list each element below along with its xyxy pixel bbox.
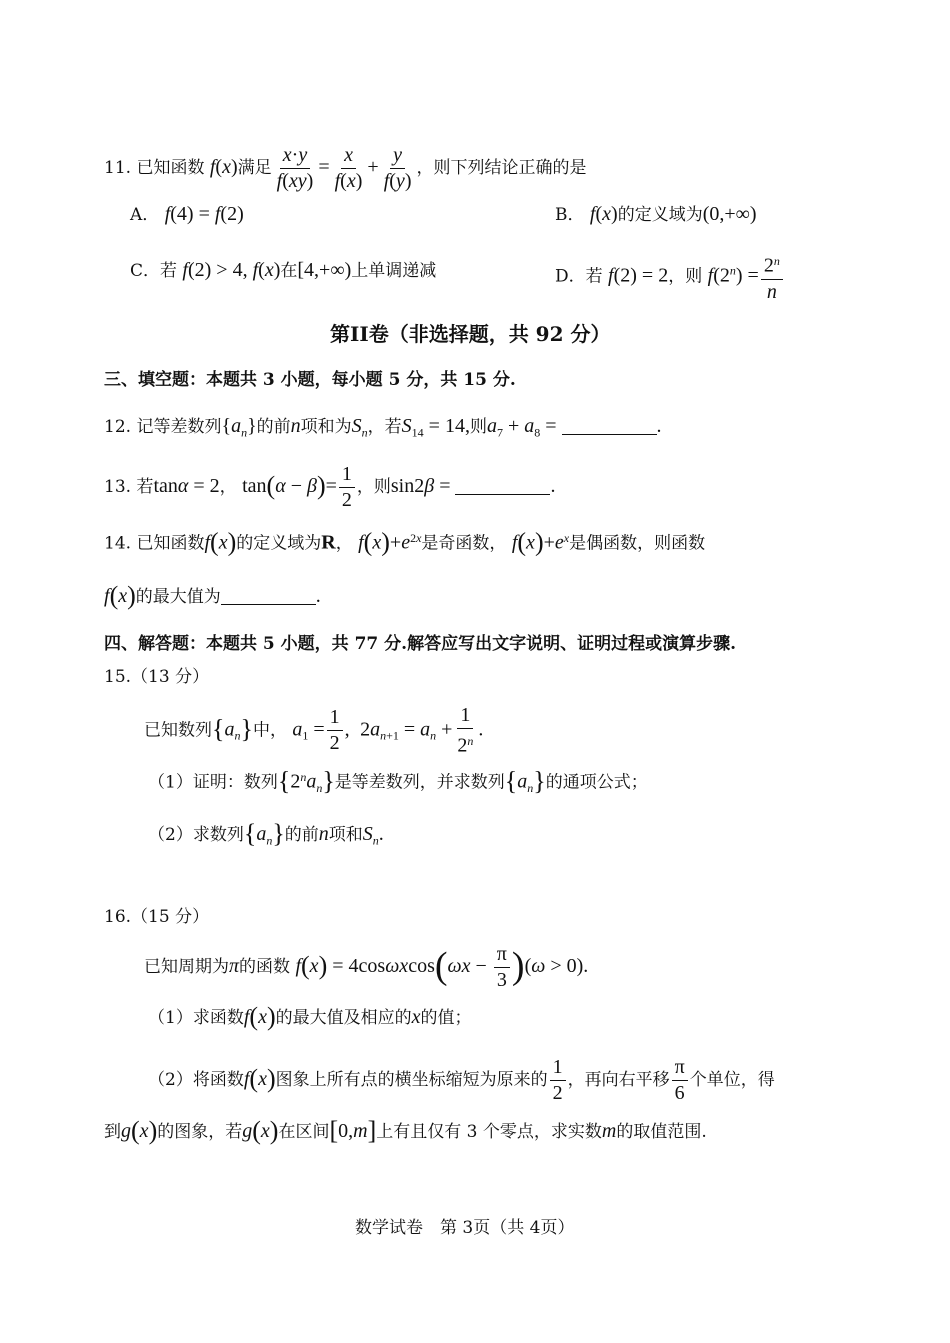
q16-stem: 已知周期为π的函数 f(x) = 4cosωxcos(ωx − $\frac{\pi}{3}$ )(ω > 0). [144,943,589,991]
q11-option-b: B． f(x)的定义域为(0,+∞) [555,203,757,225]
q16-part1: （1）求函数f(x)的最大值及相应的x的值； [148,1002,472,1031]
q14-line1: 14. 已知函数f(x)的定义域为R， $f(x)+e^{2x}$是奇函数， $f(x)+e^x$是偶函数，则函数 [104,527,706,557]
q13-answer-blank[interactable] [455,476,550,495]
q11-option-a: A． f(4) = f(2) [130,203,244,225]
q15-stem: 已知数列$\{a_n\}$中， $a_1$ = $\frac{1}{2}$ , $2a_{n+1} = a_n$ + $\frac{1}{2^n}$ . [144,704,484,757]
q11-option-d: D．若 f(2) = 2，则 $f(2^n)$ = $\frac{2^n}{n}$ [555,249,785,305]
page-footer: 数学试卷 第 3页（共 4页） [355,1218,575,1238]
q15-part1: （1）证明：数列$\{2^na_n\}$是等差数列，并求数列$\{a_n\}$的通项公式； [148,766,648,796]
q12-answer-blank[interactable] [562,416,657,435]
q11-frac-x: $\frac{x}{f(x)}$ [334,144,363,192]
q11-frac-left: $\frac{x\cdot y}{f(xy)}$ [276,144,314,192]
q15-header: 15.（13 分） [104,667,210,687]
q13-frac: $\frac{1}{2}$ [339,462,355,513]
q11-number: 11. [104,158,132,178]
q11-stem: 11. 已知函数 f(x)满足 $\frac{x\cdot y}{f(xy)}$ = $\frac{x}{f(x)}$ + $\frac{y}{f(y)}$ ，则下列结论正确的是 [104,144,587,192]
q11-d-frac: $\frac{2^n}{n}$ [761,249,783,305]
section4-heading: 四、解答题：本题共 5 小题，共 77 分.解答应写出文字说明、证明过程或演算步骤. [104,634,736,654]
q16-part2: （2）将函数f(x)图象上所有点的横坐标缩短为原来的 $\frac{1}{2}$ ，再向右平移 $\frac{\pi}{6}$ 个单位，得 [148,1056,775,1104]
section2-title: 第II卷（非选择题，共 92 分） [330,322,611,346]
q16-part2-cont: 到g(x)的图象，若g(x)在区间[0,m]上有且仅有 3 个零点，求实数m的取值范围. [104,1116,707,1145]
q14-answer-blank[interactable] [221,586,316,605]
q16-header: 16.（15 分） [104,907,210,927]
q15-part2: （2）求数列$\{a_n\}$的前n项和$S_n$. [148,819,384,848]
q13: 13. 若tanα = 2， tan(α − β)= $\frac{1}{2}$ ，则sin2β = . [104,463,556,511]
q11-option-c: C．若 f(2) > 4, f(x)在[4,+∞)上单调递减 [130,259,437,281]
q14-line2: f(x)的最大值为 . [104,581,321,610]
q12: 12. 记等差数列$\{a_n\}$的前n项和为$S_n$，若$S_{14} = 14$,则$a_7 + a_8$ = . [104,415,662,440]
q11-frac-y: $\frac{y}{f(y)}$ [383,144,412,192]
section3-heading: 三、填空题：本题共 3 小题，每小题 5 分，共 15 分. [104,370,516,390]
